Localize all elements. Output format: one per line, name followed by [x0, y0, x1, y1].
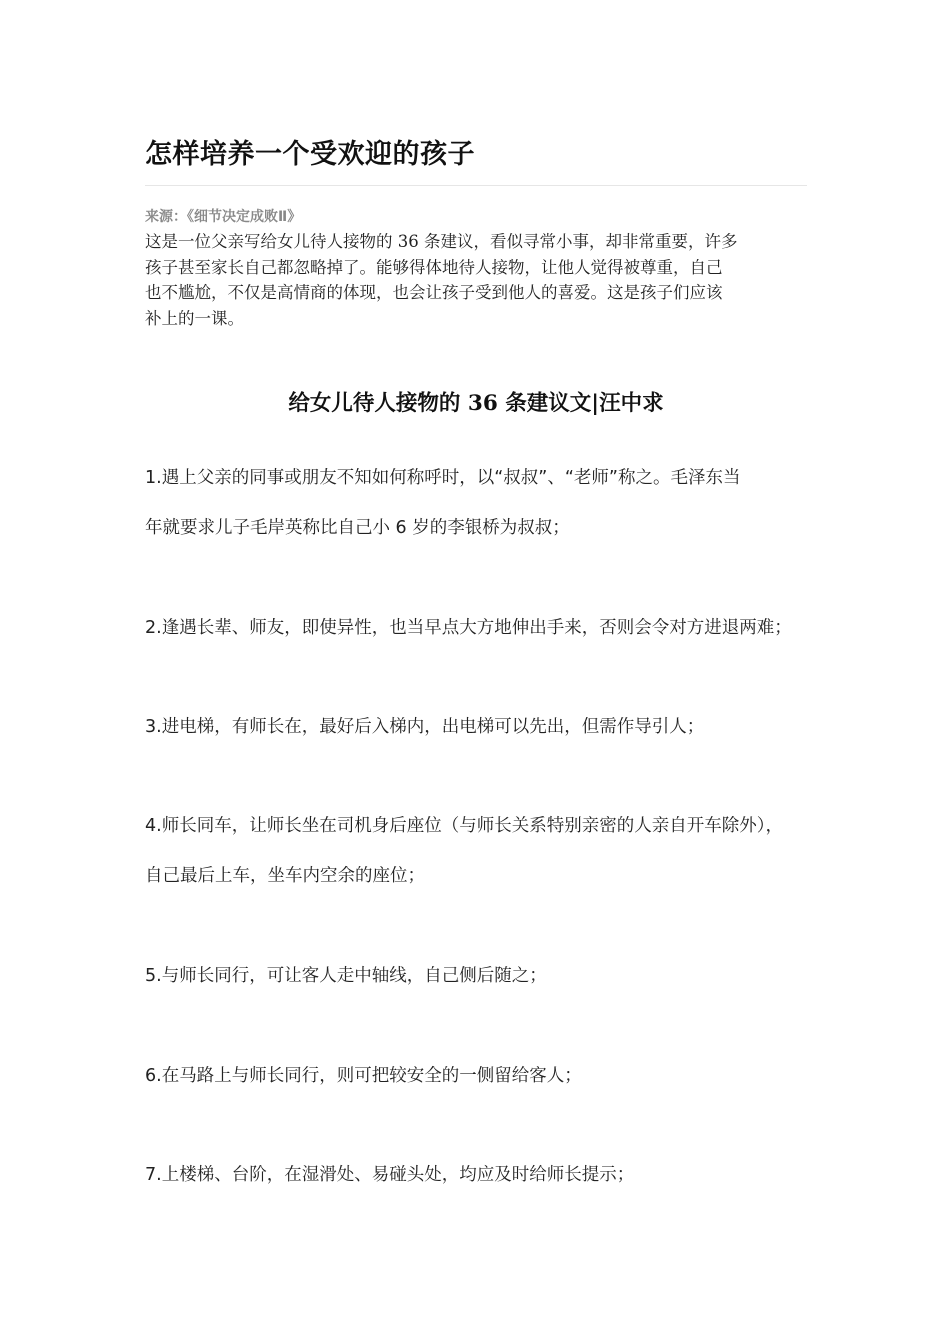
- intro-line: 孩子甚至家长自己都忽略掉了。能够得体地待人接物，让他人觉得被尊重，自己: [145, 257, 723, 277]
- intro-line: 补上的一课。: [145, 308, 244, 328]
- list-item-line: 3.进电梯，有师长在，最好后入梯内，出电梯可以先出，但需作导引人；: [145, 717, 705, 737]
- intro-line: 这是一位父亲写给女儿待人接物的 36 条建议，看似寻常小事，却非常重要，许多: [145, 232, 738, 251]
- section-subtitle: 给女儿待人接物的 36 条建议文|汪中求: [288, 391, 664, 416]
- list-item: [145, 801, 817, 901]
- list-item: [145, 702, 817, 752]
- intro-line: 也不尴尬，不仅是高情商的体现，也会让孩子受到他人的喜爱。这是孩子们应该: [145, 283, 723, 302]
- list-item-line: 6.在马路上与师长同行，则可把较安全的一侧留给客人；: [145, 1066, 582, 1086]
- article-source: 来源：《细节决定成败Ⅱ》: [145, 209, 302, 225]
- article-title: 怎样培养一个受欢迎的孩子: [145, 139, 475, 170]
- list-item-line: 1.遇上父亲的同事或朋友不知如何称呼时，以“叔叔”、“老师”称之。毛泽东当: [145, 468, 741, 488]
- list-item: [145, 603, 817, 653]
- intro-paragraph: [145, 229, 810, 331]
- list-item-line: 年就要求儿子毛岸英称比自己小 6 岁的李银桥为叔叔；: [145, 518, 570, 538]
- list-item-line: 7.上楼梯、台阶，在湿滑处、易碰头处，均应及时给师长提示；: [145, 1165, 635, 1185]
- list-item-line: 4.师长同车，让师长坐在司机身后座位（与师长关系特别亲密的人亲自开车除外），: [145, 816, 783, 836]
- list-item-line: 2.逢遇长辈、师友，即使异性，也当早点大方地伸出手来，否则会令对方进退两难；: [145, 618, 792, 638]
- list-item-line: 5.与师长同行，可让客人走中轴线，自己侧后随之；: [145, 966, 547, 986]
- title-divider: [145, 185, 807, 186]
- list-item: [145, 453, 817, 553]
- list-item: [145, 1150, 817, 1200]
- list-item-line: 自己最后上车，坐车内空余的座位；: [145, 866, 425, 886]
- list-item: [145, 1051, 817, 1101]
- list-item: [145, 951, 817, 1001]
